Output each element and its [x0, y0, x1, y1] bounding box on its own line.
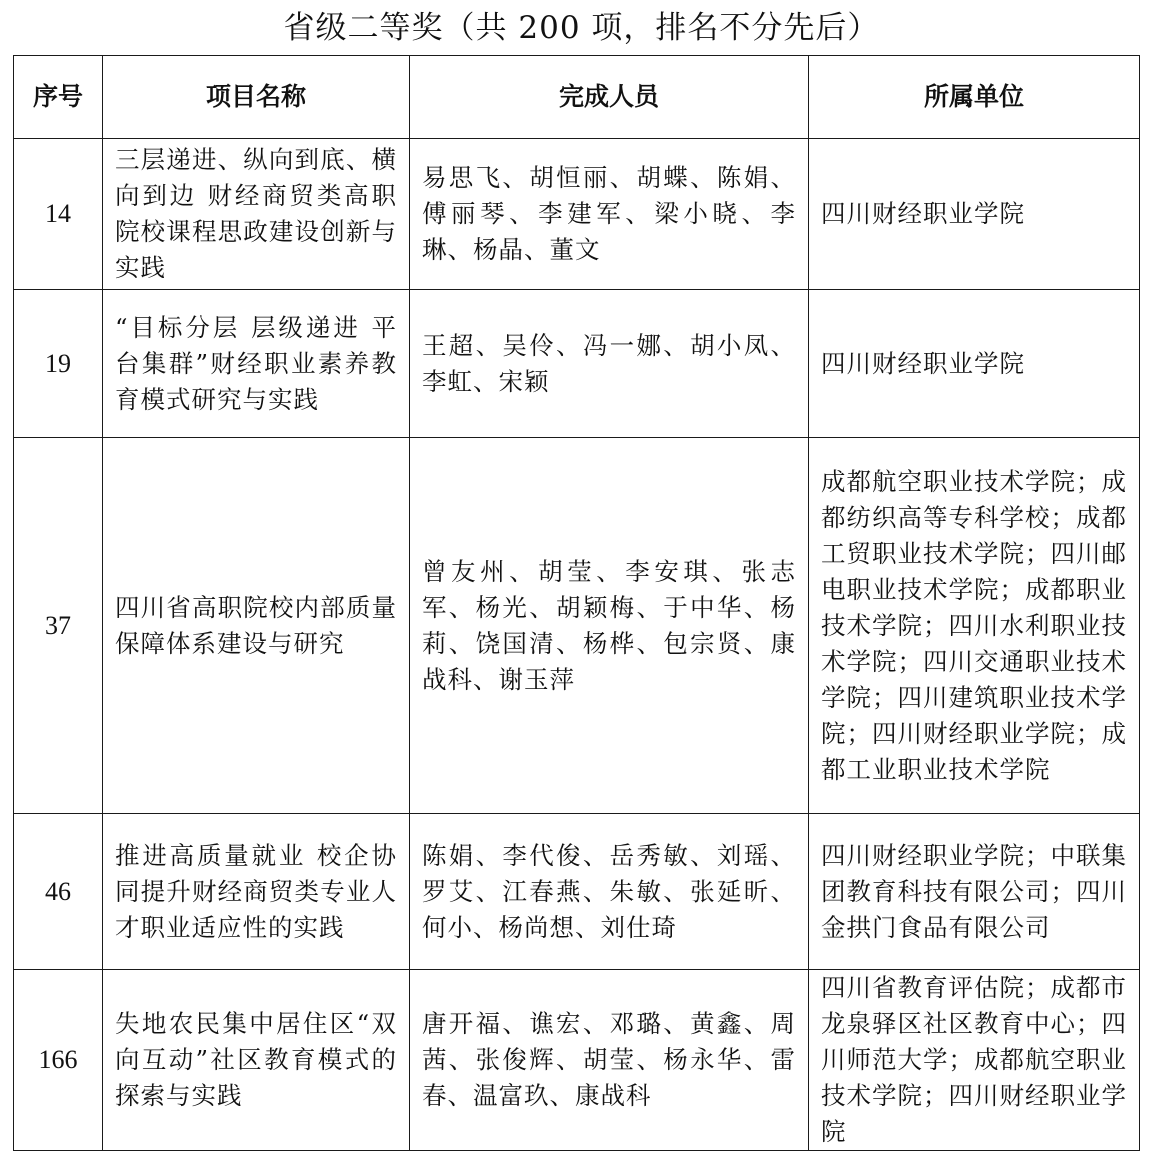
project-name: 推进高质量就业 校企协同提升财经商贸类专业人才职业适应性的实践 [103, 814, 410, 970]
table-header [14, 56, 1140, 139]
header-members: 完成人员 [410, 56, 809, 139]
table-row [14, 970, 1140, 1151]
header-no: 序号 [14, 56, 103, 139]
members: 唐开福、谯宏、邓璐、黄鑫、周茜、张俊辉、胡莹、杨永华、雷春、温富玖、康战科 [410, 970, 809, 1151]
members: 易思飞、胡恒丽、胡蝶、陈娟、傅丽琴、李建军、梁小晓、李琳、杨晶、董文 [410, 139, 809, 290]
table-row [14, 438, 1140, 814]
row-number: 19 [14, 290, 103, 438]
unit: 成都航空职业技术学院；成都纺织高等专科学校；成都工贸职业技术学院；四川邮电职业技术学院；成都职业技术学院；四川水利职业技术学院；四川交通职业技术学院；四川建筑职业技术学院；四川财经职业学院；成都工业职业技术学院 [809, 438, 1140, 814]
project-name: 四川省高职院校内部质量保障体系建设与研究 [103, 438, 410, 814]
unit: 四川财经职业学院 [809, 290, 1140, 438]
table-body [14, 139, 1140, 1151]
project-name: 三层递进、纵向到底、横向到边 财经商贸类高职院校课程思政建设创新与实践 [103, 139, 410, 290]
page-title: 省级二等奖（共 200 项，排名不分先后） [283, 10, 880, 46]
header-row [14, 56, 1140, 139]
unit: 四川财经职业学院；中联集团教育科技有限公司；四川金拱门食品有限公司 [809, 814, 1140, 970]
members: 陈娟、李代俊、岳秀敏、刘瑶、罗艾、江春燕、朱敏、张延昕、何小、杨尚想、刘仕琦 [410, 814, 809, 970]
unit: 四川财经职业学院 [809, 139, 1140, 290]
table-row [14, 814, 1140, 970]
project-name: 失地农民集中居住区“双向互动”社区教育模式的探索与实践 [103, 970, 410, 1151]
header-project: 项目名称 [103, 56, 410, 139]
project-name: “目标分层 层级递进 平台集群”财经职业素养教育模式研究与实践 [103, 290, 410, 438]
members: 曾友州、胡莹、李安琪、张志军、杨光、胡颖梅、于中华、杨莉、饶国清、杨桦、包宗贤、康战科、谢玉萍 [410, 438, 809, 814]
unit: 四川省教育评估院；成都市龙泉驿区社区教育中心；四川师范大学；成都航空职业技术学院；四川财经职业学院 [809, 970, 1140, 1151]
header-unit: 所属单位 [809, 56, 1140, 139]
table-row [14, 139, 1140, 290]
row-number: 166 [14, 970, 103, 1151]
row-number: 37 [14, 438, 103, 814]
awards-table [13, 55, 1140, 1151]
row-number: 14 [14, 139, 103, 290]
table-row [14, 290, 1140, 438]
members: 王超、吴伶、冯一娜、胡小凤、李虹、宋颖 [410, 290, 809, 438]
row-number: 46 [14, 814, 103, 970]
